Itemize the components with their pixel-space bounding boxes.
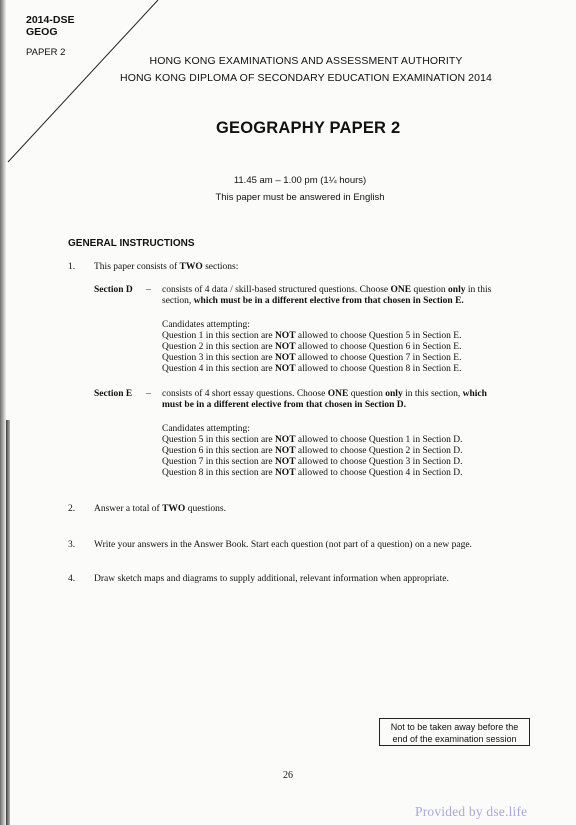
desc-only: only [385,389,403,399]
rule-pre: Question 2 in this section are [162,342,275,352]
section-d-description [162,285,532,307]
page-number: 26 [283,770,293,781]
item-2-bold: TWO [162,504,186,514]
rule-pre: Question 4 in this section are [162,364,275,374]
item-1-text-bold: TWO [179,262,203,272]
rule-not: NOT [274,364,296,374]
section-e-desc-line1 [162,389,532,400]
rule-not: NOT [274,468,296,478]
item-4-number: 4. [68,574,76,584]
desc-rule: which must be in a different elective from that chosen in Section E. [193,296,464,306]
section-e-rule-line [162,468,532,479]
section-d-rule-line [162,331,532,342]
item-2-number: 2. [68,504,76,514]
rule-not: NOT [274,331,296,341]
section-e-rule-line [162,457,532,468]
section-d-desc-line1 [162,285,532,296]
rule-post: allowed to choose Question 2 in Section D. [295,446,463,456]
item-2-post: questions. [185,504,226,514]
item-1-text-post: sections: [202,262,239,272]
rule-post: allowed to choose Question 6 in Section E. [295,342,462,352]
section-d-desc-line2 [162,296,532,307]
rule-post: allowed to choose Question 5 in Section E. [295,331,462,341]
attempting-label: Candidates attempting: [162,320,250,330]
item-1-text-pre: This paper consists of [94,262,180,272]
section-e-attempting [162,424,532,479]
desc-text: section, [162,296,194,306]
rule-pre: Question 5 in this section are [162,435,275,445]
rule-post: allowed to choose Question 1 in Section D. [295,435,463,445]
rule-not: NOT [274,435,296,445]
rule-pre: Question 7 in this section are [162,457,275,467]
notice-line-1: Not to be taken away before the [390,722,519,732]
desc-one: ONE [327,389,349,399]
desc-only: only [448,285,466,295]
desc-text: in this section, [402,389,463,399]
section-e-description [162,389,532,411]
desc-which: which [462,389,487,399]
section-e-rule-line [162,446,532,457]
desc-one: ONE [390,285,412,295]
instructions-heading: GENERAL INSTRUCTIONS [68,238,195,249]
exam-name: HONG KONG DIPLOMA OF SECONDARY EDUCATION EXAMINATION 2014 [120,72,492,84]
desc-text: question [411,285,449,295]
exam-time: 11.45 am – 1.00 pm (1¼ hours) [233,175,367,186]
section-e-rule-line [162,435,532,446]
rule-not: NOT [274,446,296,456]
notice-line-2: end of the examination session [392,734,517,744]
language-note: This paper must be answered in English [215,192,385,203]
section-d-rule-line [162,364,532,375]
rule-pre: Question 1 in this section are [162,331,275,341]
section-d-label: Section D [94,285,133,295]
paper-label: PAPER 2 [26,47,66,58]
scan-edge-shadow-lower [6,420,10,825]
item-3-number: 3. [68,540,76,550]
watermark: Provided by dse.life [415,804,528,819]
rule-not: NOT [274,457,296,467]
section-d-rule-line [162,353,532,364]
attempting-label: Candidates attempting: [162,424,250,434]
rule-pre: Question 3 in this section are [162,353,275,363]
item-2-text [94,504,226,514]
rule-not: NOT [274,342,296,352]
section-d-dash: – [146,285,151,295]
rule-post: allowed to choose Question 3 in Section D. [295,457,463,467]
section-e-label: Section E [94,389,133,399]
section-e-dash: – [146,389,151,399]
item-1-number: 1. [68,262,76,272]
desc-text: consists of 4 short essay questions. Choose [162,389,328,399]
item-2-pre: Answer a total of [94,504,163,514]
desc-text: consists of 4 data / skill-based structured questions. Choose [162,285,391,295]
subject-code-subject: GEOG [26,26,58,38]
desc-text: question [348,389,386,399]
desc-rule: must be in a different elective from that chosen in Section D. [162,400,406,410]
section-d-rule-line [162,342,532,353]
rule-not: NOT [274,353,296,363]
item-3-text: Write your answers in the Answer Book. Start each question (not part of a question) on a new page. [94,540,472,550]
section-d-attempting [162,320,532,375]
item-1-text [94,262,238,272]
desc-text: in this [465,285,492,295]
rule-pre: Question 6 in this section are [162,446,275,456]
rule-post: allowed to choose Question 8 in Section E. [295,364,462,374]
item-4-text: Draw sketch maps and diagrams to supply additional, relevant information when appropriate. [94,574,449,584]
section-e-desc-line2 [162,400,532,411]
notice-box [379,718,530,746]
subject-code-year: 2014-DSE [26,14,75,26]
authority-name: HONG KONG EXAMINATIONS AND ASSESSMENT AUTHORITY [149,55,463,67]
rule-post: allowed to choose Question 7 in Section E. [295,353,462,363]
rule-post: allowed to choose Question 4 in Section D. [295,468,463,478]
rule-pre: Question 8 in this section are [162,468,275,478]
paper-title: GEOGRAPHY PAPER 2 [216,119,401,137]
corner-diagonal-line [0,0,576,200]
